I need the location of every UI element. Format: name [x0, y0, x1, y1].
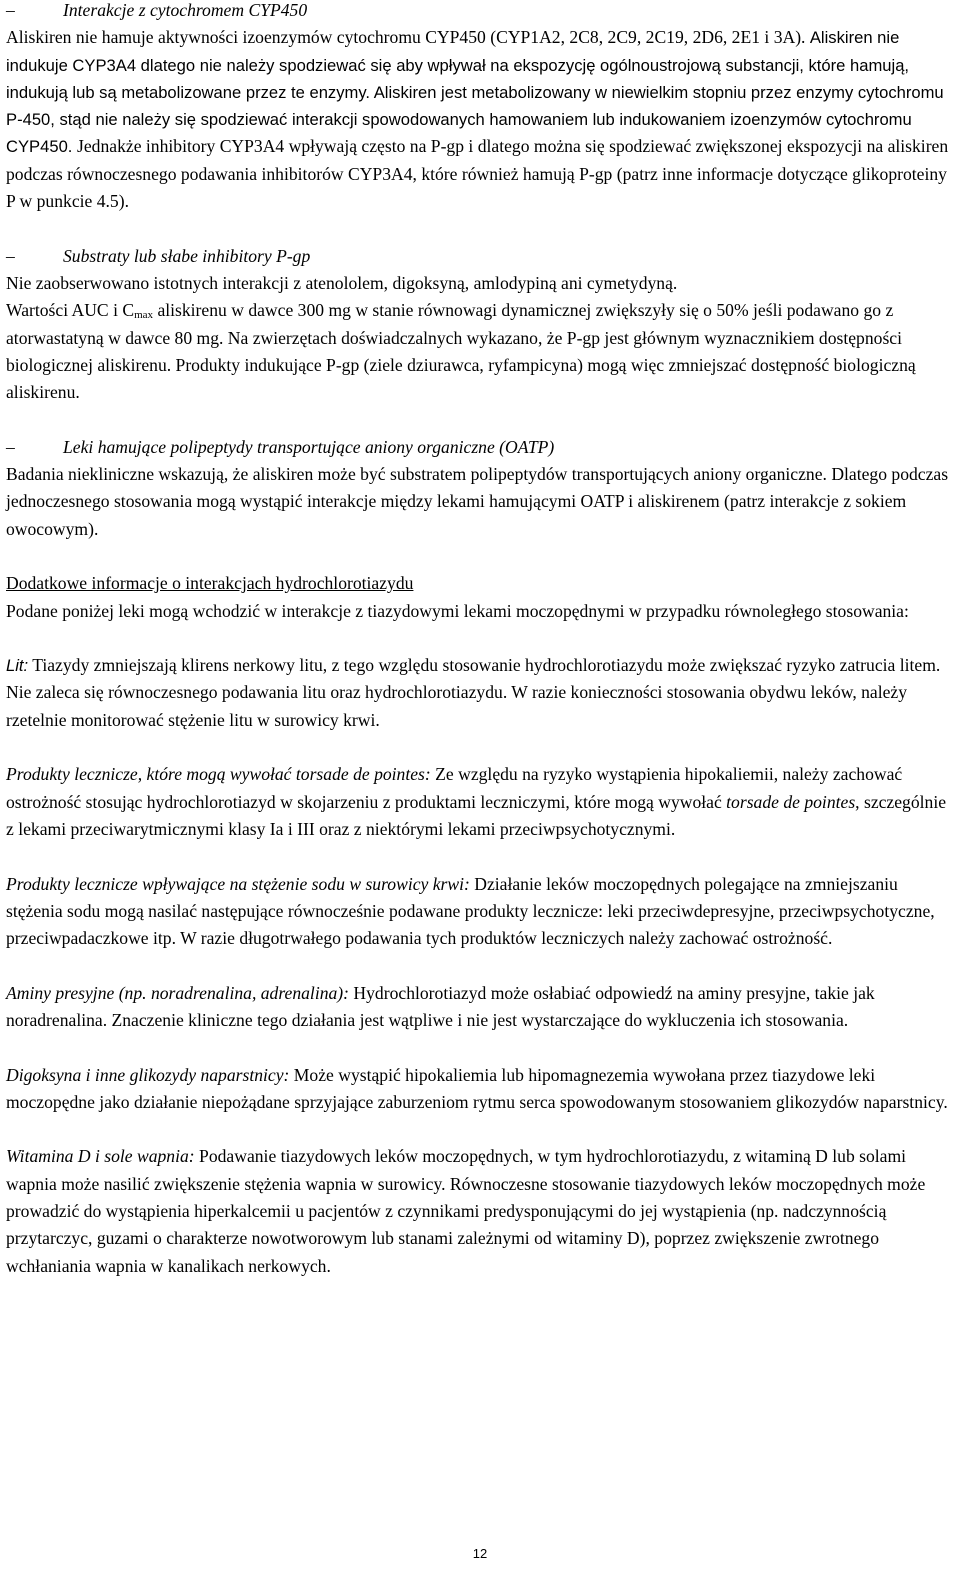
- cyp450-heading-text: Interakcje z cytochromem CYP450: [63, 0, 308, 20]
- digoxin-paragraph: [6, 1062, 954, 1117]
- cyp450-text-3: Jednakże inhibitory CYP3A4 wpływają często na P-gp i dlatego można się spodziewać zwiększonej ekspozycji na aliskiren podczas równoczesnego podawania inhibitorów CYP3A4, które również hamują P-gp (patrz inne informacje dotyczące glikoproteiny P w punkcie 4.5).: [6, 136, 949, 212]
- pgp-auc-text: Wartości AUC i C: [6, 300, 135, 321]
- amines-label: Aminy presyjne (np. noradrenalina, adrenalina):: [6, 982, 350, 1003]
- lithium-label: Lit:: [6, 656, 29, 676]
- cyp450-text-1: Aliskiren nie hamuje aktywności izoenzymów cytochromu CYP450 (CYP1A2, 2C8, 2C9, 2C19, 2D6, 2E1 i 3A).: [6, 27, 810, 48]
- lithium-paragraph: [6, 652, 954, 734]
- lithium-text: Tiazydy zmniejszają klirens nerkowy litu, z tego względu stosowanie hydrochlorotiazydu może zwiększać ryzyko zatrucia litem. Nie zaleca się równoczesnego podawania litu oraz hydrochlorotiazydu. W razie konieczności stosowania obydwu leków, należy rzetelnie monitorować stężenie litu w surowicy krwi.: [6, 655, 941, 730]
- pgp-auc-text-rest: aliskirenu w dawce 300 mg w stanie równowagi dynamicznej zwiększyły się o 50% jeśli podawano go z atorwastatyną w dawce 80 mg. Na zwierzętach doświadczalnych wykazano, że P-gp jest głównym wyznacznikiem dostępności biologicznej aliskirenu. Produkty indukujące P-gp (ziele dziurawca, ryfampicyna) mogą więc zmniejszać dostępność biologiczną aliskirenu.: [6, 300, 916, 403]
- hctz-section-title: Dodatkowe informacje o interakcjach hydrochlorotiazydu: [6, 573, 414, 594]
- torsade-text-2: , szczególnie z lekami przeciwarytmicznymi klasy Ia i III oraz z niektórymi lekami przeciwpsychotycznymi.: [6, 791, 947, 839]
- pgp-line-1: Nie zaobserwowano istotnych interakcji z atenololem, digoksyną, amlodypiną ani cymetydyną.: [6, 272, 678, 293]
- torsade-text-1: Ze względu na ryzyko wystąpienia hipokaliemii, należy zachować ostrożność stosując hydrochlorotiazyd w skojarzeniu z produktami leczniczymi, które mogą wywołać: [6, 764, 903, 812]
- oatp-heading: [6, 434, 954, 461]
- pgp-paragraph: [6, 297, 954, 406]
- oatp-heading-text: Leki hamujące polipeptydy transportujące aniony organiczne (OATP): [63, 436, 555, 457]
- page-number: 12: [472, 1546, 488, 1561]
- digoxin-label: Digoksyna i inne glikozydy naparstnicy:: [6, 1064, 290, 1085]
- pgp-auc-subscript: max: [134, 309, 154, 322]
- sodium-label: Produkty lecznicze wpływające na stężenie sodu w surowicy krwi:: [6, 873, 470, 894]
- amines-paragraph: [6, 980, 954, 1035]
- cyp450-text-2: Aliskiren nie indukuje CYP3A4 dlatego nie należy spodziewać się aby wpływał na ekspozycję ogólnoustrojową substancji, które hamują, indukują lub są metabolizowane przez te enzymy. Aliskiren jest metabolizowany w niewielkim stopniu przez enzymy cytochromu P-450, stąd nie należy się spodziewać interakcji spowodowanych hamowaniem lub indukowaniem izoenzymów cytochromu CYP450.: [6, 28, 944, 157]
- dash-bullet: –: [6, 436, 15, 457]
- digoxin-text: Może wystąpić hipokaliemia lub hipomagnezemia wywołana przez tiazydowe leki moczopędne jako działanie niepożądane sprzyjające zaburzeniom rytmu serca spowodowanym stosowaniem glikozydów naparstnicy.: [6, 1064, 948, 1112]
- sodium-text: Działanie leków moczopędnych polegające na zmniejszaniu stężenia sodu mogą nasilać następujące równocześnie podawane produkty lecznicze: leki przeciwdepresyjne, przeciwpsychotyczne, przeciwpadaczkowe itp. W razie długotrwałego podawania tych produktów leczniczych należy zachować ostrożność.: [6, 873, 935, 949]
- torsade-label: Produkty lecznicze, które mogą wywołać torsade de pointes:: [6, 764, 431, 785]
- torsade-paragraph: [6, 761, 954, 843]
- hctz-intro: Podane poniżej leki mogą wchodzić w interakcje z tiazydowymi lekami moczopędnymi w przypadku równoległego stosowania:: [6, 600, 909, 621]
- oatp-paragraph: Badania niekliniczne wskazują, że aliskiren może być substratem polipeptydów transportujących aniony organiczne. Dlatego podczas jednoczesnego stosowania mogą wystąpić interakcje między lekami hamującymi OATP i aliskirenem (patrz interakcje z sokiem owocowym).: [6, 464, 949, 539]
- vitamin-d-paragraph: [6, 1143, 954, 1279]
- cyp450-paragraph: [6, 24, 954, 215]
- pgp-heading-text: Substraty lub słabe inhibitory P-gp: [63, 245, 311, 266]
- cyp450-heading: [6, 0, 954, 24]
- pgp-heading: [6, 243, 954, 270]
- torsade-italic: torsade de pointes: [726, 791, 856, 812]
- dash-bullet: –: [6, 245, 15, 266]
- vitamin-d-label: Witamina D i sole wapnia:: [6, 1146, 195, 1167]
- sodium-paragraph: [6, 871, 954, 953]
- amines-text: Hydrochlorotiazyd może osłabiać odpowiedź na aminy presyjne, takie jak noradrenalina. Znaczenie kliniczne tego działania jest wątpliwe i nie jest wystarczające do wykluczenia ich stosowania.: [6, 982, 875, 1030]
- document-page: [6, 0, 954, 1280]
- dash-bullet: –: [6, 0, 15, 20]
- vitamin-d-text: Podawanie tiazydowych leków moczopędnych, w tym hydrochlorotiazydu, z witaminą D lub solami wapnia może nasilić zwiększenie stężenia wapnia w surowicy. Równoczesne stosowanie tiazydowych leków moczopędnych może prowadzić do wystąpienia hiperkalcemii u pacjentów z czynnikami predysponującymi do jej wystąpienia (np. nadczynnością przytarczyc, guzami o charakterze nowotworowym lub stanami zależnymi od witaminy D), poprzez zwiększenie zwrotnego wchłaniania wapnia w kanalikach nerkowych.: [6, 1146, 926, 1276]
